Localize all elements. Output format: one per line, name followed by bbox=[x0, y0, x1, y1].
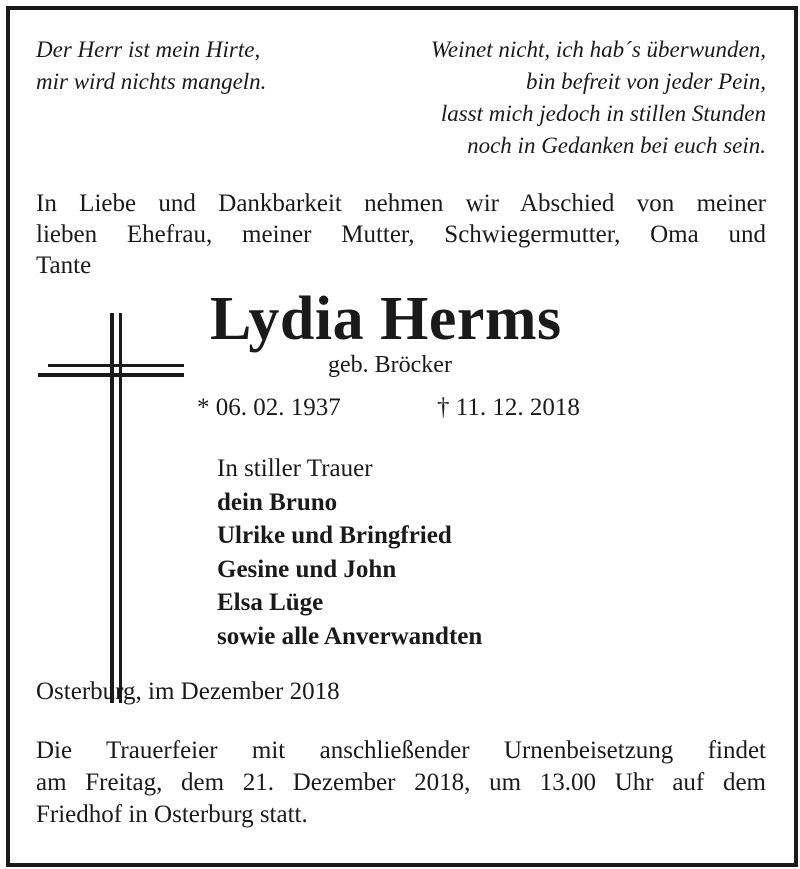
funeral-line-2: am Freitag, dem 21. Dezember 2018, um 13.00 Uhr auf dem bbox=[36, 769, 766, 796]
verse-left bbox=[36, 34, 266, 98]
death-date: † 11. 12. 2018 bbox=[437, 394, 580, 421]
maiden-name: geb. Bröcker bbox=[328, 352, 452, 378]
mourner-name: Ulrike und Bringfried bbox=[217, 522, 452, 549]
verse-right-line-3: lasst mich jedoch in stillen Stunden bbox=[440, 101, 766, 126]
intro-line-3: Tante bbox=[36, 252, 92, 279]
funeral-paragraph bbox=[36, 735, 766, 831]
intro-line-2: lieben Ehefrau, meiner Mutter, Schwiegermutter, Oma und bbox=[36, 221, 766, 248]
mourner-name: sowie alle Anverwandten bbox=[217, 622, 483, 650]
mourners-heading: In stiller Trauer bbox=[217, 455, 373, 482]
verse-right bbox=[431, 34, 766, 162]
funeral-line-1: Die Trauerfeier mit anschließender Urnenbeisetzung findet bbox=[36, 737, 766, 764]
verse-right-line-1: Weinet nicht, ich hab´s überwunden, bbox=[430, 37, 766, 62]
verse-left-line-1: Der Herr ist mein Hirte, bbox=[36, 37, 261, 62]
mourner-name: Elsa Lüge bbox=[217, 589, 324, 616]
deceased-name: Lydia Herms bbox=[210, 285, 562, 353]
mourners-block bbox=[217, 452, 482, 653]
birth-date: * 06. 02. 1937 bbox=[197, 394, 341, 421]
mourner-name: Gesine und John bbox=[217, 555, 397, 583]
verse-right-line-4: noch in Gedanken bei euch sein. bbox=[467, 133, 766, 158]
verse-right-line-2: bin befreit von jeder Pein, bbox=[526, 69, 766, 94]
funeral-line-3: Friedhof in Osterburg statt. bbox=[36, 801, 308, 828]
place-date: Osterburg, im Dezember 2018 bbox=[36, 678, 340, 705]
verse-left-line-2: mir wird nichts mangeln. bbox=[36, 69, 267, 94]
mourner-name: dein Bruno bbox=[217, 488, 338, 516]
cross-icon bbox=[38, 313, 184, 703]
intro-line-1: In Liebe und Dankbarkeit nehmen wir Abschied von meiner bbox=[36, 190, 766, 217]
intro-paragraph bbox=[36, 188, 766, 281]
